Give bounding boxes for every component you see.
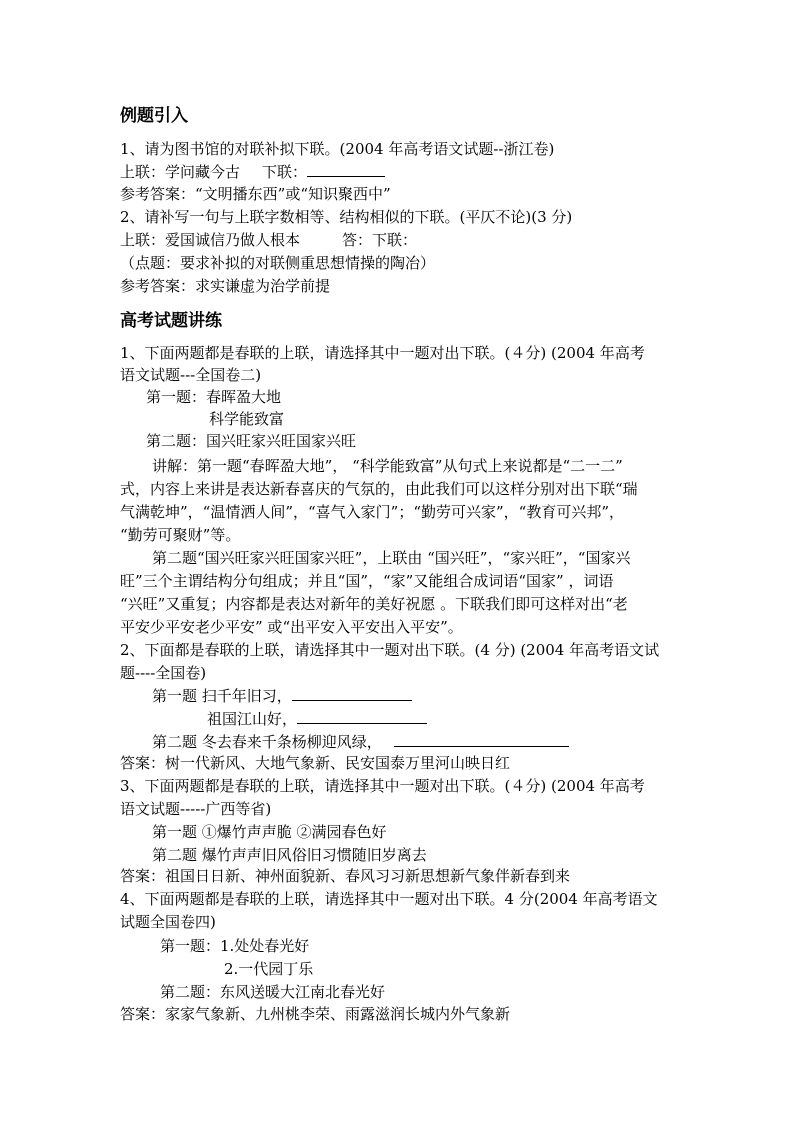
- problem-4-line-2: 试题全国卷四): [120, 913, 216, 931]
- question-2: 2、请补写一句与上联字数相等、结构相似的下联。(平仄不论)(3 分): [120, 208, 573, 226]
- explanation-1-line-3: 气满乾坤”，“温情洒人间”，“喜气入家门”；“勤劳可兴家”，“教育可兴邦”，: [120, 503, 625, 521]
- explanation-2-line-1: 第二题“国兴旺家兴旺国家兴旺”，上联由 “国兴旺”，“家兴旺”，“国家兴: [152, 549, 631, 567]
- problem-1-topic-2: 第二题：国兴旺家兴旺国家兴旺: [146, 432, 357, 450]
- problem-4-line-1: 4、下面两题都是春联的上联，请选择其中一题对出下联。4 分(2004 年高考语文: [120, 890, 658, 908]
- explanation-2-line-4: 平安少平安老少平安” 或“出平安入平安出入平安”。: [120, 618, 463, 636]
- q2-first-line: 上联：爱国诚信乃做人根本: [120, 231, 301, 249]
- q2-answer: 参考答案：求实谦虚为治学前提: [120, 277, 331, 295]
- q2-second-line: 答：下联：: [342, 231, 418, 249]
- blank-line: [307, 162, 385, 177]
- blank-line: [292, 686, 412, 701]
- problem-4-topic-1b: 2.一代园丁乐: [224, 960, 314, 978]
- q1-answer: 参考答案：“文明播东西”或“知识聚西中”: [120, 185, 391, 203]
- problem-3-answer: 答案：祖国日日新、神州面貌新、春风习习新思想新气象伴新春到来: [120, 867, 571, 885]
- problem-2-line-1: 2、下面都是春联的上联，请选择其中一题对出下联。(4 分) (2004 年高考语文试: [120, 641, 660, 659]
- problem-1-topic-1b: 科学能致富: [209, 410, 285, 428]
- problem-4-topic-1a: 第一题：1.处处春光好: [160, 937, 310, 955]
- problem-3-line-1: 3、下面两题都是春联的上联，请选择其中一题对出下联。(４分) (2004 年高考: [120, 777, 645, 795]
- problem-1-line-2: 语文试题---全国卷二): [120, 366, 262, 384]
- blank-line: [394, 732, 569, 747]
- problem-4-topic-2: 第二题：东风送暖大江南北春光好: [160, 983, 386, 1001]
- explanation-2-line-3: “兴旺”又重复；内容都是表达对新年的美好祝愿 。下联我们即可这样对出“老: [120, 595, 628, 613]
- problem-2-topic-1a: 第一题 扫千年旧习，: [152, 686, 412, 706]
- problem-2-topic-2: 第二题 冬去春来千条杨柳迎风绿，: [152, 732, 569, 752]
- question-1: 1、请为图书馆的对联补拟下联。(2004 年高考语文试题--浙江卷): [120, 140, 555, 158]
- problem-4-answer: 答案：家家气象新、九州桃李荣、雨露滋润长城内外气象新: [120, 1005, 511, 1023]
- explanation-1-line-1: 讲解：第一题“春晖盈大地”， “科学能致富”从句式上来说都是“二一二”: [152, 457, 623, 475]
- q1-second-line: 下联：: [262, 162, 385, 182]
- explanation-1-line-2: 式，内容上来讲是表达新春喜庆的气氛的，由此我们可以这样分别对出下联“瑞: [120, 480, 638, 498]
- problem-3-line-2: 语文试题-----广西等省): [120, 800, 272, 818]
- problem-2-topic-1b: 祖国江山好，: [207, 709, 427, 729]
- q2-hint: （点题：要求补拟的对联侧重思想情操的陶冶）: [120, 254, 436, 272]
- section-heading-exam: 高考试题讲练: [120, 311, 222, 331]
- q1-first-line: 上联：学问藏今古: [120, 163, 241, 181]
- explanation-1-line-4: “勤劳可聚财”等。: [120, 526, 241, 544]
- problem-1-topic-1a: 第一题：春晖盈大地: [146, 388, 282, 406]
- problem-2-answer: 答案：树一代新风、大地气象新、民安国泰万里河山映日红: [120, 754, 511, 772]
- problem-1-line-1: 1、下面两题都是春联的上联，请选择其中一题对出下联。(４分) (2004 年高考: [120, 344, 645, 362]
- section-heading-examples: 例题引入: [120, 106, 188, 126]
- problem-3-topic-1: 第一题 ①爆竹声声脆 ②满园春色好: [152, 823, 387, 841]
- problem-2-line-2: 题----全国卷): [120, 664, 207, 682]
- explanation-2-line-2: 旺”三个主谓结构分句组成；并且“国”，“家”又能组合成词语“国家” ，词语: [120, 572, 614, 590]
- problem-3-topic-2: 第二题 爆竹声声旧风俗旧习惯随旧岁离去: [152, 846, 427, 864]
- blank-line: [297, 709, 427, 724]
